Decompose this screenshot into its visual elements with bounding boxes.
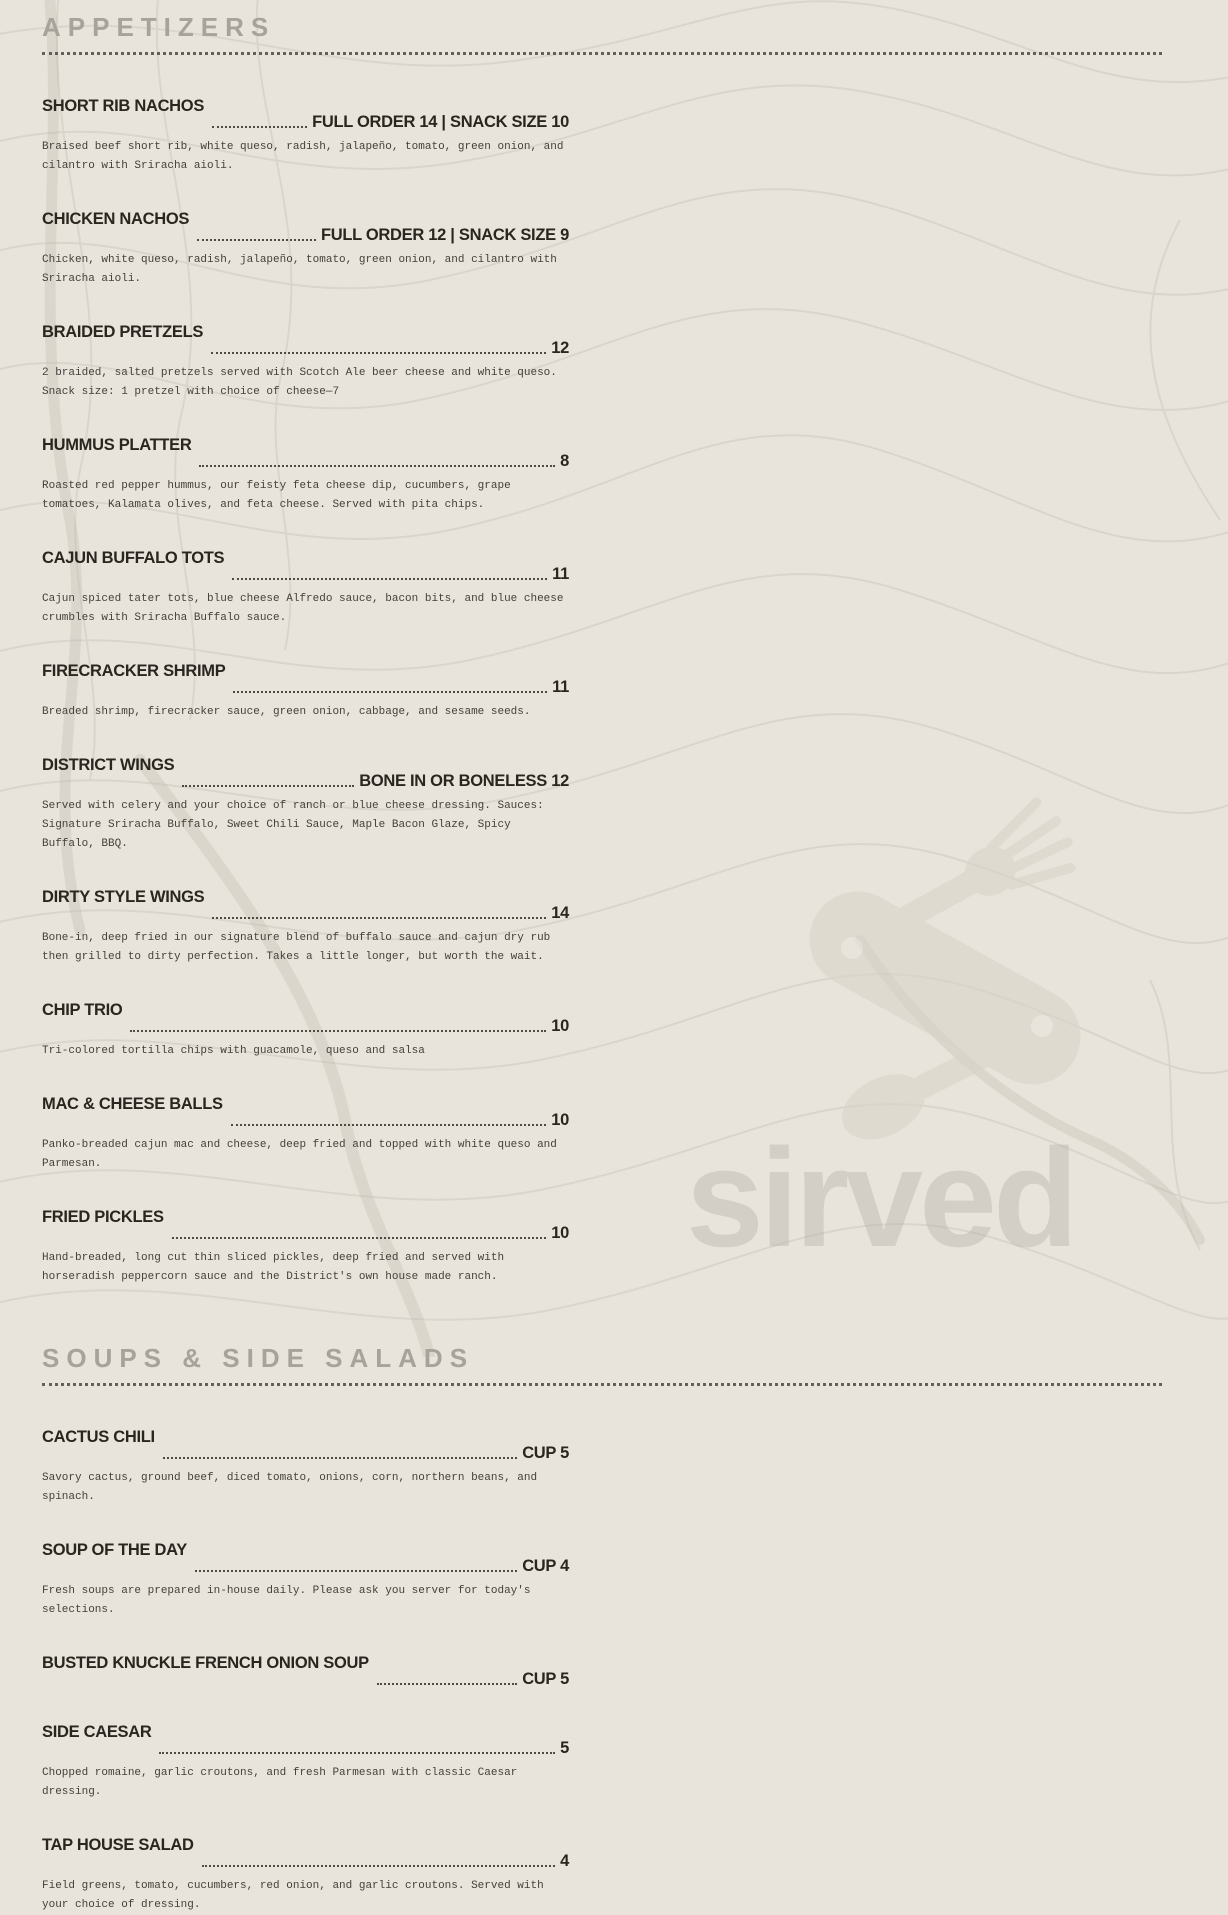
- menu-item-description: Field greens, tomato, cucumbers, red onion, and garlic croutons. Served with your choice of dressing.: [42, 1880, 544, 1911]
- menu-item-name: BRAIDED PRETZELS: [42, 322, 204, 341]
- menu-item-row: [42, 1637, 569, 1689]
- menu-item-price: FULL ORDER 14 | SNACK SIZE 10: [312, 113, 569, 131]
- menu-item-name: BUSTED KNUCKLE FRENCH ONION SOUP: [42, 1653, 369, 1672]
- menu-item-row: [42, 739, 569, 791]
- menu-item-name: CHIP TRIO: [42, 1000, 123, 1019]
- menu-item-row: [42, 193, 569, 245]
- menu-item-row: [42, 984, 569, 1036]
- menu-item-row: [42, 1819, 569, 1871]
- menu-item-description: Savory cactus, ground beef, diced tomato, onions, corn, northern beans, and spinach.: [42, 1472, 538, 1503]
- menu-item-price: CUP 5: [522, 1444, 569, 1462]
- menu-item-price: 4: [560, 1852, 569, 1870]
- dotted-leader: [231, 1124, 547, 1126]
- dotted-leader: [130, 1030, 546, 1032]
- menu-item-description: Hand-breaded, long cut thin sliced pickles, deep fried and served with horseradish peppercorn sauce and the District's own house made ranch.: [42, 1252, 505, 1283]
- dotted-leader: [199, 465, 555, 467]
- menu-item-name: MAC & CHEESE BALLS: [42, 1094, 223, 1113]
- menu-item-name: HUMMUS PLATTER: [42, 435, 192, 454]
- menu-item-description: Braised beef short rib, white queso, radish, jalapeño, tomato, green onion, and cilantro with Sriracha aioli.: [42, 141, 564, 172]
- section-title: APPETIZERS: [42, 12, 276, 42]
- menu-item: [42, 306, 569, 402]
- menu-item-price: 10: [551, 1111, 569, 1129]
- menu-item-price: 5: [560, 1739, 569, 1757]
- dotted-leader: [212, 126, 307, 128]
- menu-item-row: [42, 1411, 569, 1463]
- menu-item: [42, 645, 569, 722]
- section-title: SOUPS & SIDE SALADS: [42, 1343, 475, 1373]
- menu-item-name: CHICKEN NACHOS: [42, 209, 190, 228]
- menu-item-description: Panko-breaded cajun mac and cheese, deep fried and topped with white queso and Parmesan.: [42, 1139, 557, 1170]
- dotted-leader: [233, 691, 547, 693]
- dotted-leader: [182, 785, 354, 787]
- menu-item-description: Served with celery and your choice of ranch or blue cheese dressing. Sauces: Signature Sriracha Buffalo, Sweet Chili Sauce, Maple Bacon Glaze, Spicy Buffalo, BBQ.: [42, 800, 544, 850]
- menu-item-price: BONE IN OR BONELESS 12: [359, 772, 569, 790]
- menu-item-price: FULL ORDER 12 | SNACK SIZE 9: [320, 226, 569, 244]
- dotted-leader: [212, 917, 546, 919]
- menu-section: [42, 12, 1162, 1287]
- dotted-leader: [197, 239, 316, 241]
- menu-item-price: 10: [551, 1224, 569, 1242]
- menu-item-price: 12: [551, 339, 569, 357]
- menu-item: [42, 1411, 569, 1507]
- menu-content: [42, 12, 1162, 1915]
- menu-item-price: 14: [551, 904, 569, 922]
- menu-item-row: [42, 1191, 569, 1243]
- menu-item-row: [42, 532, 569, 584]
- dotted-leader: [202, 1865, 555, 1867]
- menu-item-name: CACTUS CHILI: [42, 1427, 155, 1446]
- menu-item-name: FIRECRACKER SHRIMP: [42, 661, 226, 680]
- menu-item: [42, 739, 569, 854]
- dotted-leader: [159, 1752, 555, 1754]
- menu-item-description: Chicken, white queso, radish, jalapeño, tomato, green onion, and cilantro with Sriracha aioli.: [42, 254, 557, 285]
- menu-item-description: Bone-in, deep fried in our signature blend of buffalo sauce and cajun dry rub then grilled to dirty perfection. Takes a little longer, but worth the wait.: [42, 932, 551, 963]
- menu-section: [42, 1343, 1162, 1915]
- menu-item: [42, 871, 569, 967]
- menu-item-description: Fresh soups are prepared in-house daily. Please ask you server for today's selections.: [42, 1585, 531, 1616]
- menu-item-row: [42, 306, 569, 358]
- menu-item-name: TAP HOUSE SALAD: [42, 1835, 194, 1854]
- menu-item-row: [42, 1078, 569, 1130]
- menu-item: [42, 419, 569, 515]
- menu-item-price: 11: [552, 678, 569, 696]
- dotted-leader: [163, 1457, 517, 1459]
- menu-item: [42, 193, 569, 289]
- menu-item-price: CUP 5: [522, 1670, 569, 1688]
- menu-item: [42, 1819, 569, 1915]
- menu-item: [42, 1524, 569, 1620]
- dotted-leader: [377, 1683, 517, 1685]
- dotted-leader: [195, 1570, 517, 1572]
- menu-item-name: CAJUN BUFFALO TOTS: [42, 548, 225, 567]
- menu-item-row: [42, 871, 569, 923]
- sirved-logo-watermark: sirved: [686, 1119, 1075, 1276]
- section-divider-dotted-rule: [42, 1383, 1162, 1386]
- menu-item-name: SOUP OF THE DAY: [42, 1540, 187, 1559]
- menu-item-description: 2 braided, salted pretzels served with Scotch Ale beer cheese and white queso. Snack size: 1 pretzel with choice of cheese—7: [42, 367, 557, 398]
- menu-item-price: CUP 4: [522, 1557, 569, 1575]
- menu-item: [42, 1637, 569, 1689]
- menu-item-price: 8: [560, 452, 569, 470]
- menu-item-description: Breaded shrimp, firecracker sauce, green onion, cabbage, and sesame seeds.: [42, 706, 531, 718]
- menu-item-row: [42, 80, 569, 132]
- dotted-leader: [211, 352, 546, 354]
- section-divider-dotted-rule: [42, 52, 1162, 55]
- menu-item-name: DISTRICT WINGS: [42, 755, 175, 774]
- menu-item-name: DIRTY STYLE WINGS: [42, 887, 205, 906]
- dotted-leader: [232, 578, 547, 580]
- menu-item: [42, 532, 569, 628]
- menu-item-row: [42, 1706, 569, 1758]
- section-items: [42, 1386, 569, 1915]
- menu-item: [42, 1706, 569, 1802]
- menu-item-description: Tri-colored tortilla chips with guacamole, queso and salsa: [42, 1045, 425, 1057]
- menu-item-row: [42, 645, 569, 697]
- menu-item-description: Roasted red pepper hummus, our feisty feta cheese dip, cucumbers, grape tomatoes, Kalamata olives, and feta cheese. Served with pita chips.: [42, 480, 511, 511]
- menu-item-description: Chopped romaine, garlic croutons, and fresh Parmesan with classic Caesar dressing.: [42, 1767, 518, 1798]
- menu-item-row: [42, 419, 569, 471]
- menu-item-name: FRIED PICKLES: [42, 1207, 164, 1226]
- dotted-leader: [172, 1237, 547, 1239]
- menu-item: [42, 1078, 569, 1174]
- menu-item-row: [42, 1524, 569, 1576]
- menu-item-price: 11: [552, 565, 569, 583]
- menu-item: [42, 1191, 569, 1287]
- menu-item-description: Cajun spiced tater tots, blue cheese Alfredo sauce, bacon bits, and blue cheese crumbles with Sriracha Buffalo sauce.: [42, 593, 564, 624]
- menu-item-name: SHORT RIB NACHOS: [42, 96, 205, 115]
- menu-item: [42, 984, 569, 1061]
- menu-item: [42, 80, 569, 176]
- menu-item-price: 10: [551, 1017, 569, 1035]
- menu-item-name: SIDE CAESAR: [42, 1722, 152, 1741]
- section-items: [42, 55, 569, 1287]
